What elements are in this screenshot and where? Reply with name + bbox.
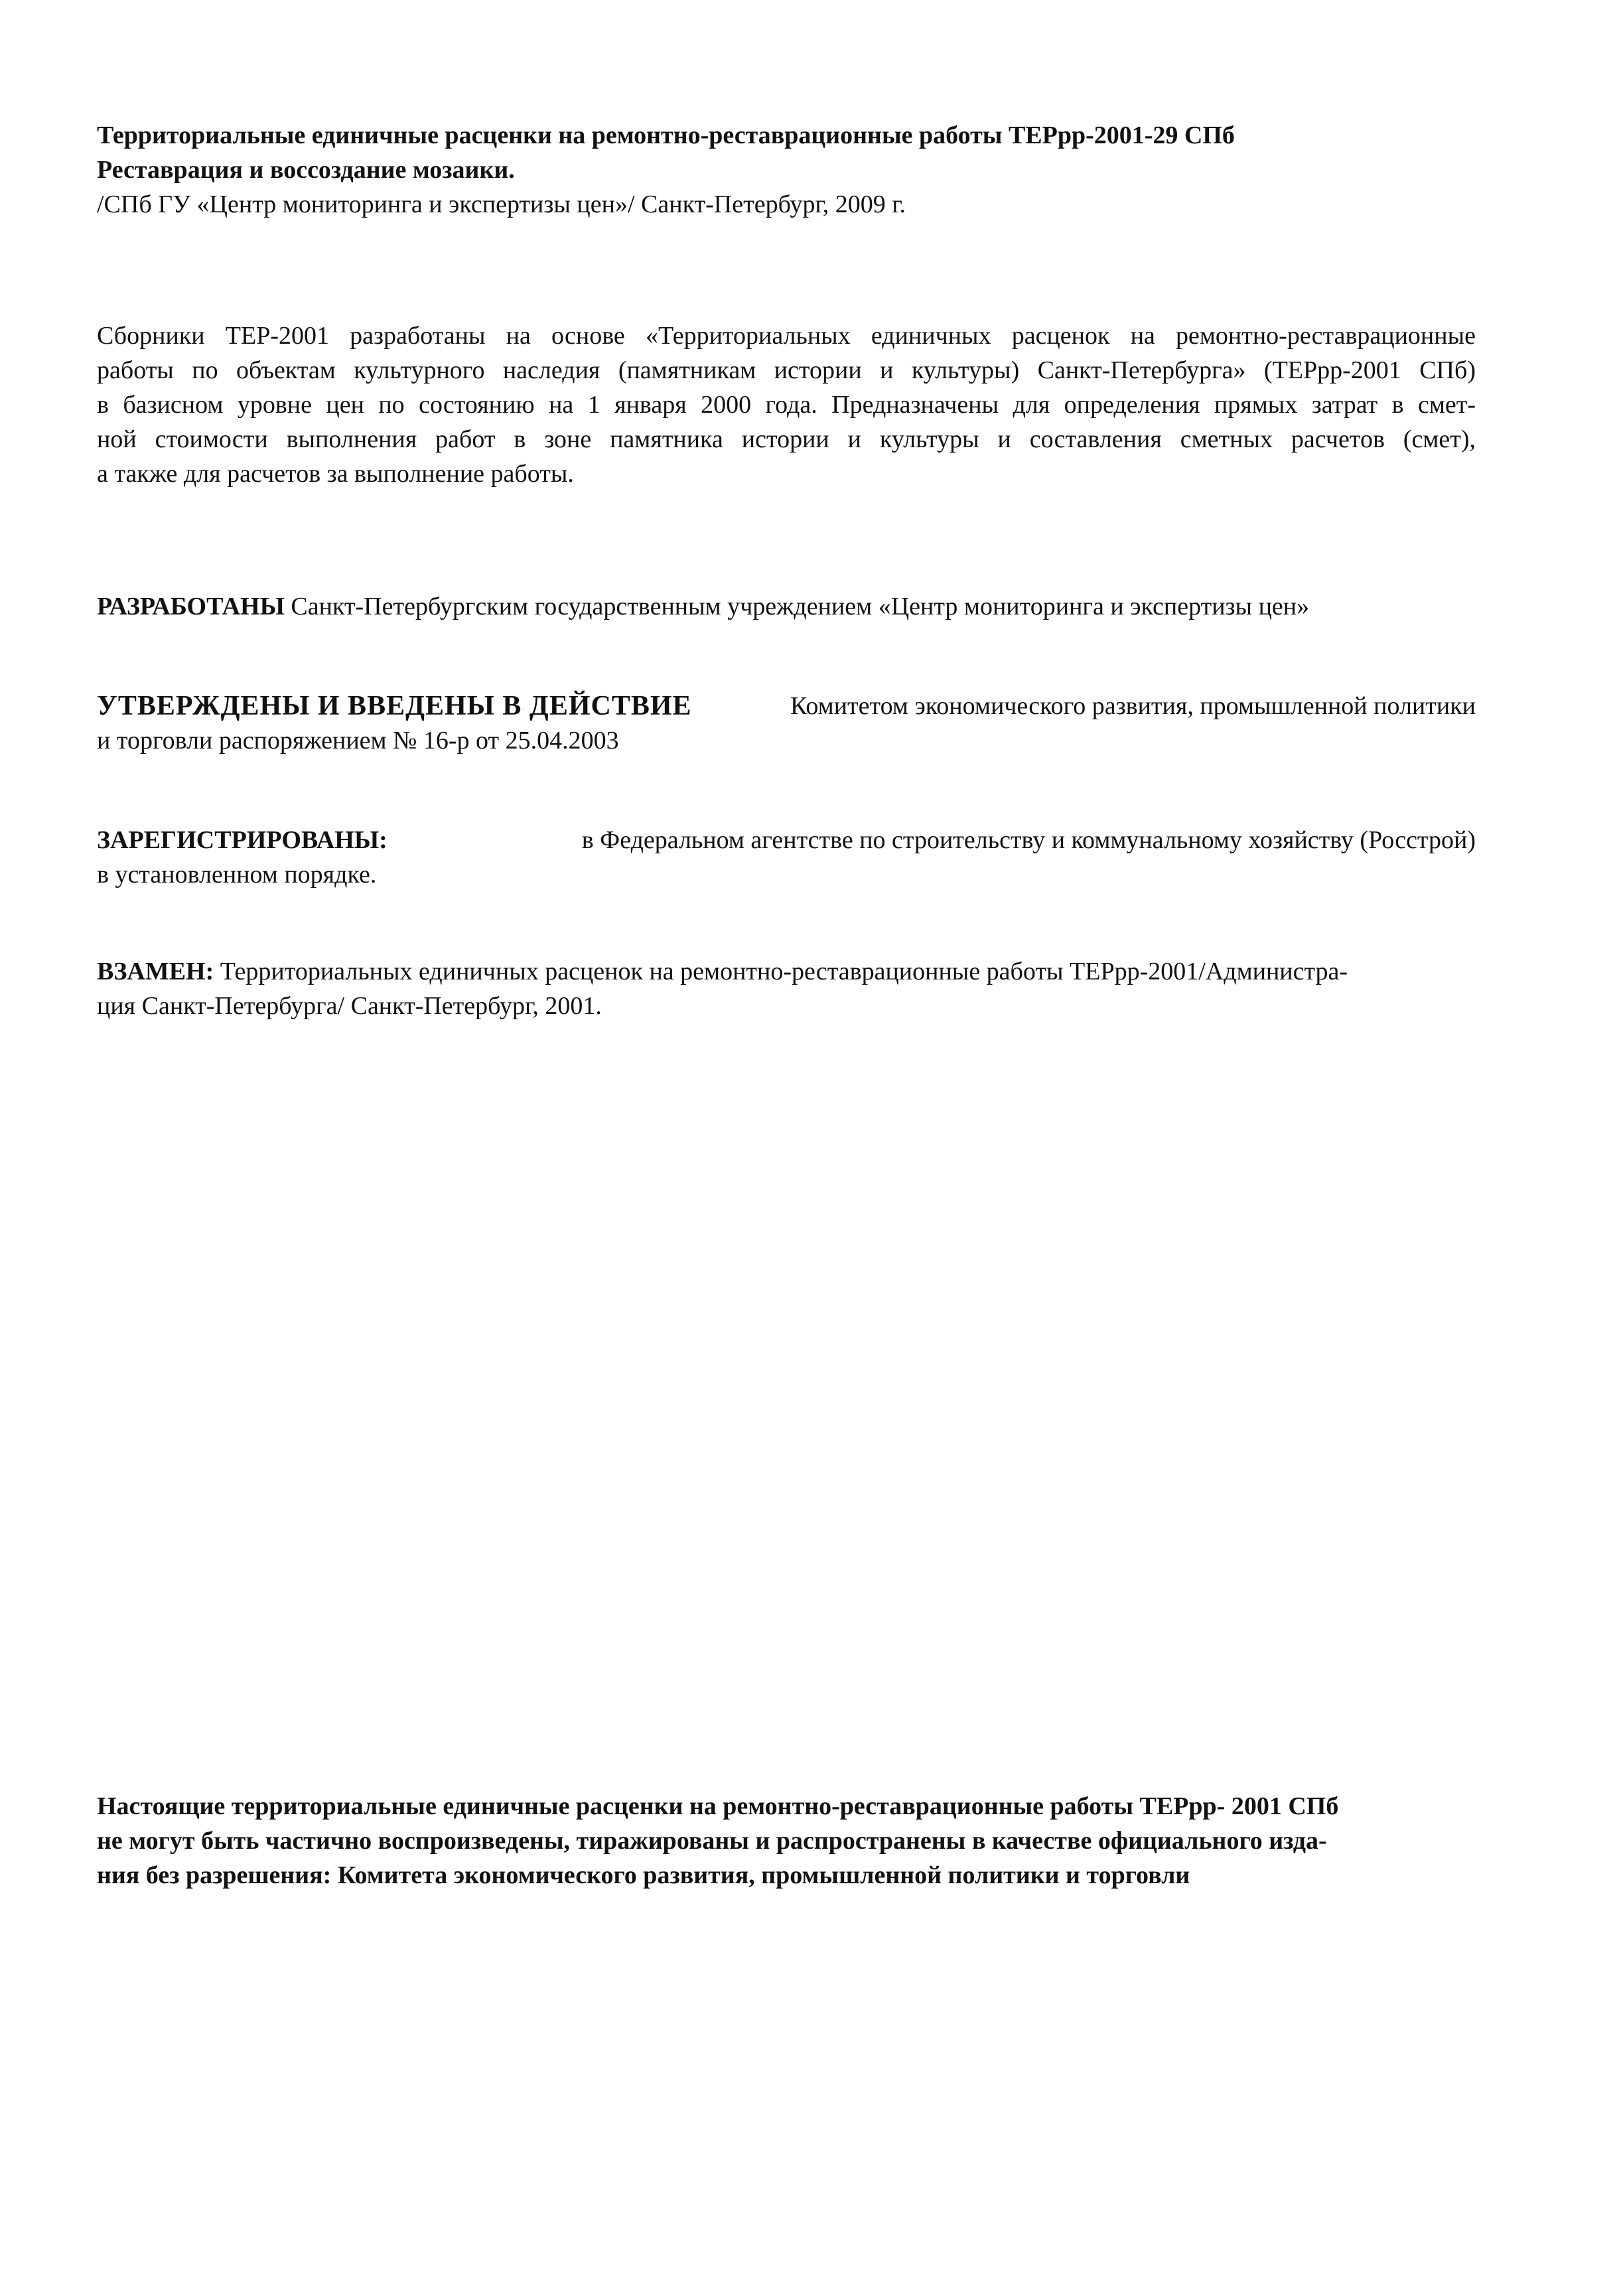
notice-line: не могут быть частично воспроизведены, тиражированы и распространены в качестве официального изда-: [97, 1827, 1327, 1855]
approved-section: [97, 689, 1476, 758]
copyright-notice: [97, 1789, 1476, 1893]
header-title-line2: Реставрация и воссоздание мозаики.: [97, 156, 515, 184]
intro-line: а также для расчетов за выполнение работы.: [97, 460, 574, 488]
intro-line: ной стоимости выполнения работ в зоне памятника истории и культуры и составления сметных расчетов (смет),: [97, 425, 1476, 453]
registered-text-line1: в Федеральном агентстве по строительству и коммунальному хозяйству (Росстрой): [581, 826, 1476, 854]
intro-line: работы по объектам культурного наследия (памятникам истории и культуры) Санкт-Петербурга» (ТЕРрр-2001 СПб): [97, 356, 1476, 384]
registered-section: [97, 823, 1476, 892]
approved-label: УТВЕРЖДЕНЫ И ВВЕДЕНЫ В ДЕЙСТВИЕ: [97, 691, 692, 721]
replaced-label: ВЗАМЕН:: [97, 958, 214, 985]
replaced-text-line1: Территориальных единичных расценок на ремонтно-реставрационные работы ТЕРрр-2001/Администра-: [214, 958, 1348, 985]
developed-label: РАЗРАБОТАНЫ: [97, 593, 285, 620]
developed-text: Санкт-Петербургским государственным учреждением «Центр мониторинга и экспертизы цен»: [284, 593, 1310, 620]
approved-text-line2: и торговли распоряжением № 16-р от 25.04.2003: [97, 727, 619, 754]
replaced-text-line2: ция Санкт-Петербурга/ Санкт-Петербург, 2001.: [97, 992, 602, 1020]
developed-section: [97, 589, 1476, 624]
approved-text-line1: Комитетом экономического развития, промышленной политики: [790, 692, 1476, 720]
registered-text-line2: в установленном порядке.: [97, 861, 377, 889]
intro-line: Сборники ТЕР-2001 разработаны на основе «Территориальных единичных расценок на ремонтно-реставрационные: [97, 322, 1476, 350]
header-title-line1: Территориальные единичные расценки на ремонтно-реставрационные работы ТЕРрр-2001-29 СПб: [97, 121, 1235, 149]
document-header: [97, 118, 1476, 222]
registered-line1: [97, 823, 1476, 857]
replaced-section: [97, 954, 1476, 1023]
intro-line: в базисном уровне цен по состоянию на 1 января 2000 года. Предназначены для определения прямых затрат в смет-: [97, 391, 1476, 419]
intro-paragraph: [97, 319, 1476, 491]
approved-line1: [97, 689, 1476, 723]
header-source-line: /СПб ГУ «Центр мониторинга и экспертизы цен»/ Санкт-Петербург, 2009 г.: [97, 190, 906, 218]
notice-line: Настоящие территориальные единичные расценки на ремонтно-реставрационные работы ТЕРрр- 2001 СПб: [97, 1792, 1339, 1820]
registered-label: ЗАРЕГИСТРИРОВАНЫ:: [97, 826, 388, 854]
notice-line: ния без разрешения: Комитета экономического развития, промышленной политики и торговли: [97, 1861, 1190, 1889]
